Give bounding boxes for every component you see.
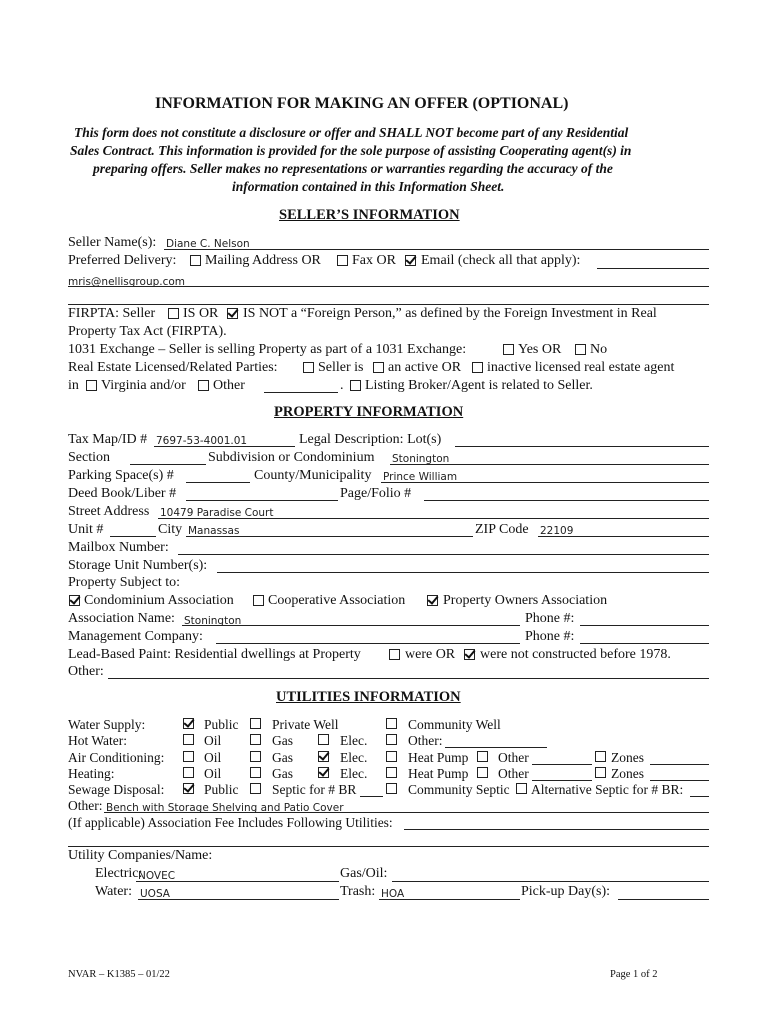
county-field[interactable] — [381, 482, 709, 483]
water-company-label: Water: — [95, 884, 132, 899]
ac-other-checkbox[interactable] — [477, 751, 488, 762]
form-title: INFORMATION FOR MAKING AN OFFER (OPTIONAL) — [155, 95, 569, 112]
ac-gas-label: Gas — [272, 750, 293, 765]
firpta-is-not-label: IS NOT a “Foreign Person,” as defined by the Foreign Investment in Real — [243, 306, 657, 321]
lead-were-checkbox[interactable] — [389, 649, 400, 660]
virginia-label: Virginia and/or — [101, 378, 186, 393]
heating-gas-checkbox[interactable] — [250, 767, 261, 778]
trash-value[interactable]: HOA — [381, 888, 405, 900]
hotwater-oil-label: Oil — [204, 733, 222, 748]
heating-heat-pump-checkbox[interactable] — [386, 767, 397, 778]
zip-value[interactable]: 22109 — [540, 525, 574, 537]
association-phone-field[interactable] — [580, 625, 709, 626]
alt-septic-checkbox[interactable] — [516, 783, 527, 794]
heating-gas-label: Gas — [272, 766, 293, 781]
listing-period: . — [340, 378, 344, 393]
septic-br-field[interactable] — [360, 796, 383, 797]
deed-book-field[interactable] — [186, 500, 338, 501]
management-phone-label: Phone #: — [525, 629, 575, 644]
other-state-checkbox[interactable] — [198, 380, 209, 391]
delivery-extra-field[interactable] — [597, 268, 709, 269]
page-folio-label: Page/Folio # — [340, 486, 412, 501]
listing-related-label: Listing Broker/Agent is related to Seller. — [365, 378, 593, 393]
sewage-public-label: Public — [204, 782, 239, 797]
electric-label: Electric: — [95, 866, 143, 881]
community-septic-label: Community Septic — [408, 782, 510, 797]
exchange-yes-label: Yes OR — [518, 342, 562, 357]
association-fee-field[interactable] — [404, 829, 709, 830]
ac-oil-checkbox[interactable] — [183, 751, 194, 762]
active-checkbox[interactable] — [373, 362, 384, 373]
utilities-other-value[interactable]: Bench with Storage Shelving and Patio Cover — [106, 802, 344, 814]
alt-septic-label: Alternative Septic for # BR: — [531, 782, 684, 797]
exchange-label: 1031 Exchange – Seller is selling Property as part of a 1031 Exchange: — [68, 342, 467, 357]
water-supply-label: Water Supply: — [68, 717, 146, 732]
email-checkbox[interactable] — [405, 255, 416, 266]
water-community-well-checkbox[interactable] — [386, 718, 397, 729]
listing-related-checkbox[interactable] — [350, 380, 361, 391]
property-section-heading: PROPERTY INFORMATION — [274, 404, 464, 420]
hotwater-other-label: Other: — [408, 733, 443, 748]
air-conditioning-label: Air Conditioning: — [68, 750, 165, 765]
utility-companies-label: Utility Companies/Name: — [68, 848, 213, 863]
lead-were-not-checkbox[interactable] — [464, 649, 475, 660]
alt-septic-field[interactable] — [690, 796, 709, 797]
sewage-septic-label: Septic for # BR — [272, 782, 357, 797]
seller-is-label: Seller is — [318, 360, 364, 375]
trash-field[interactable] — [379, 899, 520, 900]
coop-association-label: Cooperative Association — [268, 593, 406, 608]
water-private-well-checkbox[interactable] — [250, 718, 261, 729]
association-name-label: Association Name: — [68, 611, 175, 626]
seller-names-label: Seller Name(s): — [68, 235, 157, 250]
storage-unit-label: Storage Unit Number(s): — [68, 558, 208, 573]
ac-heat-pump-label: Heat Pump — [408, 750, 469, 765]
firpta-label: FIRPTA: Seller — [68, 306, 156, 321]
heating-label: Heating: — [68, 766, 115, 781]
poa-label: Property Owners Association — [443, 593, 608, 608]
taxmap-label: Tax Map/ID # — [68, 432, 148, 447]
section-field[interactable] — [130, 464, 206, 465]
street-address-value[interactable]: 10479 Paradise Court — [160, 507, 274, 519]
parking-field[interactable] — [186, 482, 250, 483]
heating-oil-label: Oil — [204, 766, 222, 781]
form-identifier: NVAR – K1385 – 01/22 — [68, 969, 170, 980]
exchange-no-label: No — [590, 342, 608, 357]
ac-elec-label: Elec. — [340, 750, 368, 765]
ac-zones-checkbox[interactable] — [595, 751, 606, 762]
taxmap-field[interactable] — [154, 446, 295, 447]
email-value[interactable]: mris@nellisgroup.com — [68, 276, 186, 288]
ac-heat-pump-checkbox[interactable] — [386, 751, 397, 762]
page-folio-field[interactable] — [424, 500, 709, 501]
hot-water-label: Hot Water: — [68, 733, 128, 748]
email-label: Email (check all that apply): — [421, 253, 581, 268]
deed-book-label: Deed Book/Liber # — [68, 486, 177, 501]
sewage-disposal-label: Sewage Disposal: — [68, 782, 165, 797]
seller-is-checkbox[interactable] — [303, 362, 314, 373]
heating-elec-checkbox[interactable] — [318, 767, 329, 778]
hotwater-elec-label: Elec. — [340, 733, 368, 748]
hotwater-gas-checkbox[interactable] — [250, 734, 261, 745]
sewage-public-checkbox[interactable] — [183, 783, 194, 794]
condo-association-checkbox[interactable] — [69, 595, 80, 606]
heating-elec-label: Elec. — [340, 766, 368, 781]
unit-field[interactable] — [110, 536, 156, 537]
management-company-field[interactable] — [216, 643, 520, 644]
water-public-label: Public — [204, 717, 239, 732]
hotwater-other-checkbox[interactable] — [386, 734, 397, 745]
utilities-section-heading: UTILITIES INFORMATION — [276, 689, 461, 705]
lead-were-not-label: were not constructed before 1978. — [480, 647, 671, 662]
pickup-days-field[interactable] — [618, 899, 709, 900]
hotwater-gas-label: Gas — [272, 733, 293, 748]
fax-label: Fax OR — [352, 253, 396, 268]
hotwater-other-field[interactable] — [445, 747, 547, 748]
community-septic-checkbox[interactable] — [386, 783, 397, 794]
unit-label: Unit # — [68, 522, 104, 537]
heating-other-label: Other — [498, 766, 529, 781]
lead-paint-label: Lead-Based Paint: Residential dwellings at Property — [68, 647, 361, 662]
disclaimer-line-4: information contained in this Information Sheet. — [232, 179, 505, 194]
street-address-label: Street Address — [68, 504, 150, 519]
gas-oil-field[interactable] — [392, 881, 709, 882]
county-label: County/Municipality — [254, 468, 372, 483]
association-fee-label: (If applicable) Association Fee Includes Following Utilities: — [68, 815, 393, 830]
heating-zones-label: Zones — [611, 766, 644, 781]
active-label: an active OR — [388, 360, 462, 375]
seller-names-field[interactable] — [164, 249, 709, 250]
other-state-field[interactable] — [264, 392, 338, 393]
city-label: City — [158, 522, 183, 537]
ac-other-label: Other — [498, 750, 529, 765]
seller-names-value[interactable]: Diane C. Nelson — [166, 238, 250, 250]
coop-association-checkbox[interactable] — [253, 595, 264, 606]
electric-value[interactable]: NOVEC — [138, 870, 176, 882]
mailbox-field[interactable] — [178, 554, 709, 555]
section-label: Section — [68, 450, 110, 465]
trash-label: Trash: — [340, 884, 376, 899]
heating-zones-checkbox[interactable] — [595, 767, 606, 778]
storage-unit-field[interactable] — [217, 572, 709, 573]
water-company-value[interactable]: UOSA — [140, 888, 170, 900]
mailing-address-checkbox[interactable] — [190, 255, 201, 266]
subdivision-field[interactable] — [390, 464, 709, 465]
virginia-checkbox[interactable] — [86, 380, 97, 391]
heating-oil-checkbox[interactable] — [183, 767, 194, 778]
disclaimer-line-3: preparing offers. Seller makes no representations or warranties regarding the accuracy of the — [93, 161, 613, 176]
firpta-line-2: Property Tax Act (FIRPTA). — [68, 324, 227, 339]
mailbox-label: Mailbox Number: — [68, 540, 169, 555]
zip-label: ZIP Code — [475, 522, 529, 537]
seller-section-heading: SELLER’S INFORMATION — [279, 207, 460, 223]
parking-label: Parking Space(s) # — [68, 468, 174, 483]
ac-gas-checkbox[interactable] — [250, 751, 261, 762]
email-field[interactable] — [68, 286, 709, 287]
street-address-field[interactable] — [158, 518, 709, 519]
electric-field[interactable] — [136, 881, 339, 882]
subdivision-value[interactable]: Stonington — [392, 453, 450, 465]
fax-checkbox[interactable] — [337, 255, 348, 266]
exchange-yes-checkbox[interactable] — [503, 344, 514, 355]
sewage-septic-checkbox[interactable] — [250, 783, 261, 794]
disclaimer-line-2: Sales Contract. This information is provided for the sole purpose of assisting Cooperating agent(s) in — [70, 143, 632, 158]
heating-heat-pump-label: Heat Pump — [408, 766, 469, 781]
water-private-well-label: Private Well — [272, 717, 339, 732]
ac-zones-label: Zones — [611, 750, 644, 765]
mailing-address-label: Mailing Address OR — [205, 253, 321, 268]
subject-to-label: Property Subject to: — [68, 575, 180, 590]
disclaimer-line-1: This form does not constitute a disclosure or offer and SHALL NOT become part of any Residential — [74, 125, 629, 140]
county-value[interactable]: Prince William — [383, 471, 458, 483]
water-company-field[interactable] — [138, 899, 339, 900]
subdivision-label: Subdivision or Condominium — [208, 450, 375, 465]
association-name-field[interactable] — [182, 625, 520, 626]
lead-were-label: were OR — [405, 647, 456, 662]
exchange-no-checkbox[interactable] — [575, 344, 586, 355]
pickup-days-label: Pick-up Day(s): — [521, 884, 611, 899]
condo-association-label: Condominium Association — [84, 593, 234, 608]
utilities-other-label: Other: — [68, 798, 103, 813]
utilities-other-field[interactable] — [104, 812, 709, 813]
legal-description-field[interactable] — [455, 446, 709, 447]
poa-checkbox[interactable] — [427, 595, 438, 606]
water-public-checkbox[interactable] — [183, 718, 194, 729]
management-phone-field[interactable] — [580, 643, 709, 644]
hotwater-elec-checkbox[interactable] — [318, 734, 329, 745]
licensed-label: Real Estate Licensed/Related Parties: — [68, 360, 278, 375]
other-state-label: Other — [213, 378, 245, 393]
zip-field[interactable] — [538, 536, 709, 537]
hotwater-oil-checkbox[interactable] — [183, 734, 194, 745]
water-community-well-label: Community Well — [408, 717, 501, 732]
property-other-label: Other: — [68, 664, 104, 679]
heating-other-checkbox[interactable] — [477, 767, 488, 778]
firpta-is-checkbox[interactable] — [168, 308, 179, 319]
inactive-label: inactive licensed real estate agent — [487, 360, 675, 375]
gas-oil-label: Gas/Oil: — [340, 866, 388, 881]
city-field[interactable] — [186, 536, 473, 537]
ac-oil-label: Oil — [204, 750, 222, 765]
property-other-field[interactable] — [108, 678, 709, 679]
association-name-value[interactable]: Stonington — [184, 615, 242, 627]
preferred-delivery-label: Preferred Delivery: — [68, 253, 177, 268]
firpta-is-not-checkbox[interactable] — [227, 308, 238, 319]
ac-zones-field[interactable] — [650, 764, 709, 765]
ac-elec-checkbox[interactable] — [318, 751, 329, 762]
association-phone-label: Phone #: — [525, 611, 575, 626]
page-number: Page 1 of 2 — [610, 969, 658, 980]
city-value[interactable]: Manassas — [188, 525, 240, 537]
management-company-label: Management Company: — [68, 629, 203, 644]
taxmap-value[interactable]: 7697-53-4001.01 — [156, 435, 248, 447]
inactive-checkbox[interactable] — [472, 362, 483, 373]
firpta-is-label: IS OR — [183, 306, 219, 321]
legal-description-label: Legal Description: Lot(s) — [299, 432, 442, 447]
in-label: in — [68, 378, 79, 393]
ac-other-field[interactable] — [532, 764, 592, 765]
